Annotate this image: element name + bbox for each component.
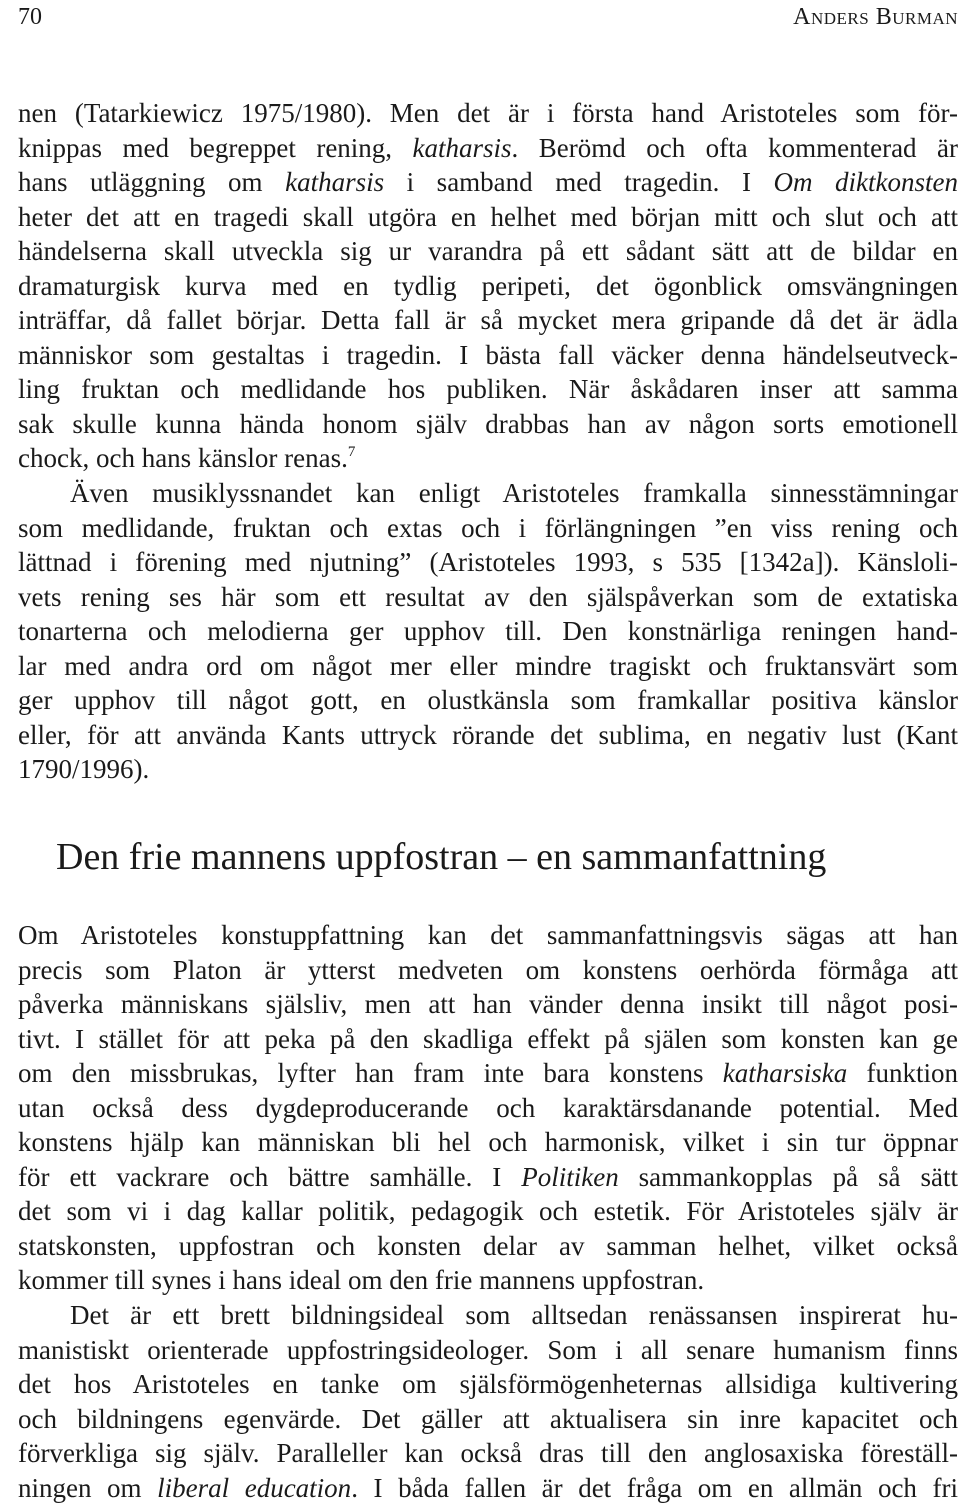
text-line: det hos Aristoteles en tanke om själsförmögenheternas allsidiga kultivering: [18, 1369, 958, 1399]
paragraph-3: [18, 918, 958, 1298]
text-line: förverkliga sig själv. Paralleller kan också dras till den anglosaxiska föreställ-: [18, 1438, 958, 1468]
text-line: statskonsten, uppfostran och konsten delar av samman helhet, vilket också: [18, 1230, 958, 1261]
text-line: inträffar, då fallet börjar. Detta fall är så mycket mera gripande då det är ädla: [18, 305, 958, 335]
page-number: 70: [18, 4, 42, 30]
text-line: heter det att en tragedi skall utgöra en helhet med början mitt och slut och att: [18, 201, 958, 232]
text-line: knippas med begreppet rening, katharsis. Berömd och ofta kommenterad är: [18, 132, 958, 163]
text-line: chock, och hans känslor renas.$^7$: [18, 443, 356, 473]
text-line: för ett vackrare och bättre samhälle. I Politiken sammankopplas på så sätt: [18, 1161, 958, 1192]
text-line: Om Aristoteles konstuppfattning kan det sammanfattningsvis sägas att han: [18, 920, 958, 950]
text-line: människor som gestaltas i tragedin. I bästa fall väcker denna händelseutveck-: [18, 339, 958, 370]
paragraph-4: [18, 1298, 958, 1505]
text-line: det som vi i dag kallar politik, pedagogik och estetik. För Aristoteles själv är: [18, 1196, 958, 1226]
paragraph-2: [18, 476, 958, 787]
text-line: 1790/1996).: [18, 754, 150, 784]
emphasis-text: katharsis: [412, 132, 512, 163]
text-line: ling fruktan och medlidande hos publiken. När åskådaren inser att samma: [18, 374, 958, 404]
text-line: händelserna skall utveckla sig ur varandra på ett sådant sätt att de bildar en: [18, 236, 958, 266]
text-line: nen (Tatarkiewicz 1975/1980). Men det är i första hand Aristoteles som för-: [18, 98, 958, 128]
paragraph-1: [18, 96, 958, 476]
text-line: sak skulle kunna hända honom själv drabbas han av någon sorts emotionell: [18, 408, 958, 439]
text-line: precis som Platon är ytterst medveten om konstens oerhörda förmåga att: [18, 954, 958, 985]
text-line: konstens hjälp kan människan bli hel och harmonisk, vilket i sin tur öppnar: [18, 1127, 958, 1157]
text-line: ger upphov till något gott, en olustkänsla som framkallar positiva känslor: [18, 685, 958, 715]
text-line: kommer till synes i hans ideal om den frie mannens uppfostran.: [18, 1265, 705, 1295]
text-line: dramaturgisk kurva med en tydlig peripeti, det ögonblick omsvängningen: [18, 270, 958, 301]
text-line: manistiskt orienterade uppfostringsideologer. Som i all senare humanism finns: [18, 1334, 958, 1365]
book-title: Om diktkonsten: [773, 167, 958, 197]
footnote-reference[interactable]: 7: [347, 444, 356, 460]
running-header: [18, 2, 958, 32]
emphasis-text: katharsiska: [722, 1058, 848, 1088]
text-line: om den missbrukas, lyfter han fram inte bara konstens katharsiska funktion: [18, 1058, 958, 1088]
text-line: ningen om liberal education. I båda fallen är det fråga om en allmän och fri: [18, 1472, 958, 1503]
section-heading: Den frie mannens uppfostran – en sammanfattning: [56, 836, 827, 878]
text-line: som medlidande, fruktan och extas och i förlängningen ”en viss rening och: [18, 512, 958, 543]
emphasis-text: katharsis: [285, 167, 385, 197]
text-line: eller, för att använda Kants uttryck rörande det sublima, en negativ lust (Kant: [18, 719, 958, 750]
text-line: Det är ett brett bildningsideal som alltsedan renässansen inspirerat hu-: [70, 1300, 958, 1330]
text-line: tonarterna och melodierna ger upphov till. Den konstnärliga reningen hand-: [18, 616, 958, 646]
emphasis-text: liberal education: [157, 1472, 352, 1503]
text-line: Även musiklyssnandet kan enligt Aristoteles framkalla sinnesstämningar: [70, 478, 958, 508]
text-line: utan också dess dygdeproducerande och karaktärsdanande potential. Med: [18, 1092, 958, 1123]
text-line: tivt. I stället för att peka på den skadliga effekt på själen som konsten kan ge: [18, 1023, 958, 1054]
text-line: och bildningens egenvärde. Det gäller att aktualisera sin inre kapacitet och: [18, 1403, 958, 1434]
text-line: lättnad i förening med njutning” (Aristoteles 1993, s 535 [1342a]). Känsloli-: [18, 547, 958, 577]
text-line: lar med andra ord om något mer eller mindre tragiskt och fruktansvärt som: [18, 650, 958, 681]
running-title: Anders Burman: [793, 4, 958, 30]
text-line: hans utläggning om katharsis i samband med tragedin. I Om diktkonsten: [18, 167, 958, 197]
book-title: Politiken: [521, 1161, 619, 1192]
text-line: påverka människans själsliv, men att han vänder denna insikt till något posi-: [18, 989, 958, 1019]
text-line: vets rening ses här som ett resultat av den själspåverkan som de extatiska: [18, 581, 958, 612]
